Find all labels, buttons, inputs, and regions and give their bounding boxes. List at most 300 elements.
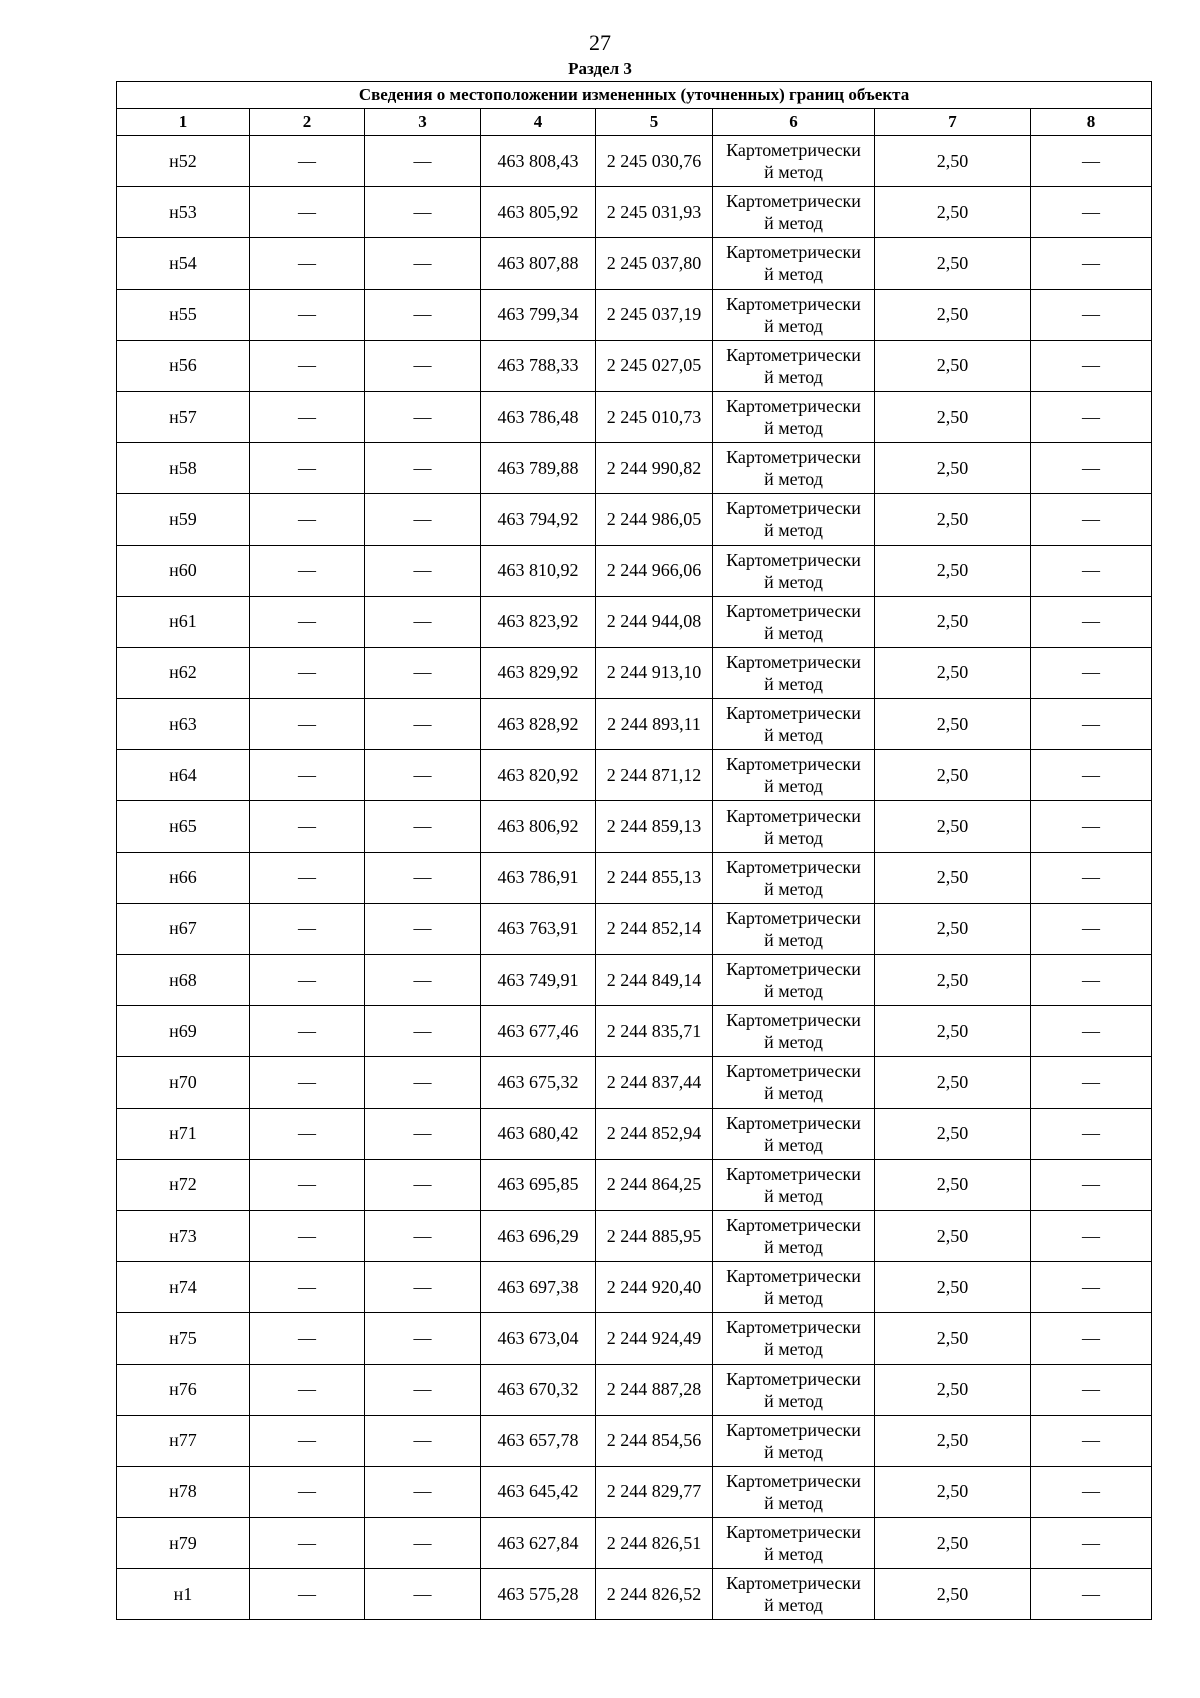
column-2-cell: — — [250, 1108, 365, 1159]
column-8-cell: — — [1031, 699, 1152, 750]
accuracy-cell: 2,50 — [875, 801, 1031, 852]
column-3-cell: — — [365, 955, 481, 1006]
method-cell — [713, 1262, 875, 1313]
column-8-cell: — — [1031, 1569, 1152, 1620]
y-coordinate-cell: 2 244 920,40 — [596, 1262, 713, 1313]
accuracy-cell: 2,50 — [875, 391, 1031, 442]
x-coordinate-cell: 463 696,29 — [481, 1210, 596, 1261]
method-line-2: й метод — [764, 1083, 823, 1104]
accuracy-cell: 2,50 — [875, 494, 1031, 545]
column-3-cell: — — [365, 1569, 481, 1620]
method-cell — [713, 340, 875, 391]
method-line-1: Картометрически — [726, 447, 861, 468]
column-3-cell: — — [365, 340, 481, 391]
column-3-cell: — — [365, 596, 481, 647]
column-2-cell: — — [250, 903, 365, 954]
column-2-cell: — — [250, 1006, 365, 1057]
column-number-7: 7 — [875, 109, 1031, 136]
accuracy-cell: 2,50 — [875, 852, 1031, 903]
x-coordinate-cell: 463 794,92 — [481, 494, 596, 545]
method-line-1: Картометрически — [726, 1368, 861, 1389]
point-name-cell: н56 — [117, 340, 250, 391]
point-name-cell: н54 — [117, 238, 250, 289]
method-cell — [713, 1210, 875, 1261]
table-row — [117, 1415, 1152, 1466]
method-line-2: й метод — [764, 1492, 823, 1513]
y-coordinate-cell: 2 245 027,05 — [596, 340, 713, 391]
column-2-cell: — — [250, 1364, 365, 1415]
point-name-cell: н63 — [117, 699, 250, 750]
x-coordinate-cell: 463 786,48 — [481, 391, 596, 442]
table-row — [117, 1518, 1152, 1569]
column-number-2: 2 — [250, 109, 365, 136]
method-line-2: й метод — [764, 213, 823, 234]
column-8-cell: — — [1031, 1108, 1152, 1159]
column-3-cell: — — [365, 1057, 481, 1108]
table-row — [117, 1159, 1152, 1210]
column-2-cell: — — [250, 750, 365, 801]
method-line-1: Картометрически — [726, 1470, 861, 1491]
column-3-cell: — — [365, 903, 481, 954]
accuracy-cell: 2,50 — [875, 1313, 1031, 1364]
column-2-cell: — — [250, 1313, 365, 1364]
point-name-cell: н74 — [117, 1262, 250, 1313]
column-3-cell: — — [365, 443, 481, 494]
column-8-cell: — — [1031, 647, 1152, 698]
x-coordinate-cell: 463 749,91 — [481, 955, 596, 1006]
column-3-cell: — — [365, 1313, 481, 1364]
method-line-1: Картометрически — [726, 1522, 861, 1543]
column-8-cell: — — [1031, 545, 1152, 596]
point-name-cell: н52 — [117, 136, 250, 187]
table-row — [117, 647, 1152, 698]
column-2-cell: — — [250, 596, 365, 647]
method-line-2: й метод — [764, 1441, 823, 1462]
method-line-1: Картометрически — [726, 140, 861, 161]
accuracy-cell: 2,50 — [875, 1210, 1031, 1261]
table-row — [117, 1006, 1152, 1057]
column-3-cell: — — [365, 136, 481, 187]
method-line-1: Картометрически — [726, 344, 861, 365]
column-2-cell: — — [250, 238, 365, 289]
y-coordinate-cell: 2 244 859,13 — [596, 801, 713, 852]
point-name-cell: н66 — [117, 852, 250, 903]
y-coordinate-cell: 2 244 924,49 — [596, 1313, 713, 1364]
method-line-1: Картометрически — [726, 856, 861, 877]
table-row — [117, 238, 1152, 289]
point-name-cell: н61 — [117, 596, 250, 647]
column-8-cell: — — [1031, 1057, 1152, 1108]
y-coordinate-cell: 2 244 913,10 — [596, 647, 713, 698]
x-coordinate-cell: 463 763,91 — [481, 903, 596, 954]
table-row — [117, 699, 1152, 750]
column-2-cell: — — [250, 801, 365, 852]
column-3-cell: — — [365, 647, 481, 698]
method-line-1: Картометрически — [726, 1419, 861, 1440]
method-line-1: Картометрически — [726, 907, 861, 928]
x-coordinate-cell: 463 697,38 — [481, 1262, 596, 1313]
x-coordinate-cell: 463 828,92 — [481, 699, 596, 750]
x-coordinate-cell: 463 806,92 — [481, 801, 596, 852]
method-line-2: й метод — [764, 981, 823, 1002]
page-number: 27 — [589, 30, 611, 55]
y-coordinate-cell: 2 244 826,52 — [596, 1569, 713, 1620]
column-2-cell: — — [250, 852, 365, 903]
column-8-cell: — — [1031, 1466, 1152, 1517]
accuracy-cell: 2,50 — [875, 1569, 1031, 1620]
accuracy-cell: 2,50 — [875, 699, 1031, 750]
table-row — [117, 1210, 1152, 1261]
x-coordinate-cell: 463 810,92 — [481, 545, 596, 596]
column-2-cell: — — [250, 1518, 365, 1569]
column-8-cell: — — [1031, 1159, 1152, 1210]
column-number-6: 6 — [713, 109, 875, 136]
column-2-cell: — — [250, 955, 365, 1006]
method-line-1: Картометрически — [726, 1061, 861, 1082]
accuracy-cell: 2,50 — [875, 647, 1031, 698]
column-3-cell: — — [365, 1159, 481, 1210]
accuracy-cell: 2,50 — [875, 1262, 1031, 1313]
column-8-cell: — — [1031, 1518, 1152, 1569]
method-line-2: й метод — [764, 929, 823, 950]
column-8-cell: — — [1031, 1006, 1152, 1057]
column-8-cell: — — [1031, 443, 1152, 494]
method-line-1: Картометрически — [726, 242, 861, 263]
column-3-cell: — — [365, 1364, 481, 1415]
table-row — [117, 750, 1152, 801]
method-line-1: Картометрически — [726, 191, 861, 212]
accuracy-cell: 2,50 — [875, 1466, 1031, 1517]
table-row — [117, 443, 1152, 494]
column-8-cell: — — [1031, 955, 1152, 1006]
x-coordinate-cell: 463 645,42 — [481, 1466, 596, 1517]
method-cell — [713, 289, 875, 340]
column-2-cell: — — [250, 699, 365, 750]
column-2-cell: — — [250, 1159, 365, 1210]
table-row — [117, 494, 1152, 545]
point-name-cell: н75 — [117, 1313, 250, 1364]
point-name-cell: н77 — [117, 1415, 250, 1466]
table-row — [117, 391, 1152, 442]
x-coordinate-cell: 463 807,88 — [481, 238, 596, 289]
accuracy-cell: 2,50 — [875, 955, 1031, 1006]
method-cell — [713, 1569, 875, 1620]
method-cell — [713, 596, 875, 647]
method-line-2: й метод — [764, 878, 823, 899]
x-coordinate-cell: 463 786,91 — [481, 852, 596, 903]
y-coordinate-cell: 2 244 887,28 — [596, 1364, 713, 1415]
point-name-cell: н1 — [117, 1569, 250, 1620]
method-line-1: Картометрически — [726, 1215, 861, 1236]
column-3-cell: — — [365, 187, 481, 238]
column-3-cell: — — [365, 852, 481, 903]
y-coordinate-cell: 2 244 826,51 — [596, 1518, 713, 1569]
x-coordinate-cell: 463 788,33 — [481, 340, 596, 391]
accuracy-cell: 2,50 — [875, 545, 1031, 596]
x-coordinate-cell: 463 675,32 — [481, 1057, 596, 1108]
y-coordinate-cell: 2 244 864,25 — [596, 1159, 713, 1210]
method-cell — [713, 187, 875, 238]
method-cell — [713, 903, 875, 954]
column-3-cell: — — [365, 1466, 481, 1517]
method-line-2: й метод — [764, 673, 823, 694]
method-cell — [713, 1108, 875, 1159]
method-line-2: й метод — [764, 469, 823, 490]
accuracy-cell: 2,50 — [875, 1415, 1031, 1466]
method-line-2: й метод — [764, 418, 823, 439]
column-8-cell: — — [1031, 391, 1152, 442]
table-title: Сведения о местоположении измененных (уточненных) границ объекта — [117, 82, 1152, 109]
method-line-2: й метод — [764, 725, 823, 746]
y-coordinate-cell: 2 244 849,14 — [596, 955, 713, 1006]
column-3-cell: — — [365, 1262, 481, 1313]
accuracy-cell: 2,50 — [875, 1108, 1031, 1159]
y-coordinate-cell: 2 245 031,93 — [596, 187, 713, 238]
accuracy-cell: 2,50 — [875, 1159, 1031, 1210]
y-coordinate-cell: 2 244 944,08 — [596, 596, 713, 647]
y-coordinate-cell: 2 245 010,73 — [596, 391, 713, 442]
table-row — [117, 596, 1152, 647]
section-title: Раздел 3 — [568, 59, 632, 78]
method-cell — [713, 238, 875, 289]
accuracy-cell: 2,50 — [875, 340, 1031, 391]
method-line-2: й метод — [764, 366, 823, 387]
y-coordinate-cell: 2 244 871,12 — [596, 750, 713, 801]
method-line-2: й метод — [764, 520, 823, 541]
x-coordinate-cell: 463 823,92 — [481, 596, 596, 647]
point-name-cell: н78 — [117, 1466, 250, 1517]
column-8-cell: — — [1031, 238, 1152, 289]
table-row — [117, 545, 1152, 596]
y-coordinate-cell: 2 245 030,76 — [596, 136, 713, 187]
column-8-cell: — — [1031, 903, 1152, 954]
point-name-cell: н60 — [117, 545, 250, 596]
method-line-2: й метод — [764, 1237, 823, 1258]
column-2-cell: — — [250, 187, 365, 238]
method-line-1: Картометрически — [726, 498, 861, 519]
method-line-2: й метод — [764, 1032, 823, 1053]
method-cell — [713, 1415, 875, 1466]
accuracy-cell: 2,50 — [875, 238, 1031, 289]
accuracy-cell: 2,50 — [875, 289, 1031, 340]
table-row — [117, 1364, 1152, 1415]
column-3-cell: — — [365, 1108, 481, 1159]
accuracy-cell: 2,50 — [875, 1364, 1031, 1415]
column-3-cell: — — [365, 391, 481, 442]
column-8-cell: — — [1031, 1415, 1152, 1466]
x-coordinate-cell: 463 808,43 — [481, 136, 596, 187]
method-cell — [713, 750, 875, 801]
method-cell — [713, 955, 875, 1006]
y-coordinate-cell: 2 244 852,14 — [596, 903, 713, 954]
method-line-2: й метод — [764, 1390, 823, 1411]
method-line-2: й метод — [764, 1288, 823, 1309]
column-2-cell: — — [250, 1466, 365, 1517]
table-row — [117, 289, 1152, 340]
method-cell — [713, 136, 875, 187]
y-coordinate-cell: 2 244 854,56 — [596, 1415, 713, 1466]
method-cell — [713, 1364, 875, 1415]
method-cell — [713, 699, 875, 750]
column-3-cell: — — [365, 1006, 481, 1057]
table-row — [117, 1262, 1152, 1313]
column-2-cell: — — [250, 289, 365, 340]
method-line-1: Картометрически — [726, 959, 861, 980]
column-number-5: 5 — [596, 109, 713, 136]
x-coordinate-cell: 463 799,34 — [481, 289, 596, 340]
method-line-2: й метод — [764, 827, 823, 848]
y-coordinate-cell: 2 244 829,77 — [596, 1466, 713, 1517]
method-line-1: Картометрически — [726, 1010, 861, 1031]
point-name-cell: н57 — [117, 391, 250, 442]
table-row — [117, 1466, 1152, 1517]
method-line-2: й метод — [764, 622, 823, 643]
column-2-cell: — — [250, 391, 365, 442]
method-line-2: й метод — [764, 264, 823, 285]
method-line-2: й метод — [764, 1185, 823, 1206]
point-name-cell: н59 — [117, 494, 250, 545]
y-coordinate-cell: 2 244 852,94 — [596, 1108, 713, 1159]
method-line-2: й метод — [764, 1595, 823, 1616]
y-coordinate-cell: 2 244 855,13 — [596, 852, 713, 903]
method-cell — [713, 647, 875, 698]
column-number-3: 3 — [365, 109, 481, 136]
column-number-4: 4 — [481, 109, 596, 136]
method-cell — [713, 1518, 875, 1569]
method-line-1: Картометрически — [726, 651, 861, 672]
point-name-cell: н64 — [117, 750, 250, 801]
x-coordinate-cell: 463 805,92 — [481, 187, 596, 238]
method-line-1: Картометрически — [726, 703, 861, 724]
method-line-1: Картометрически — [726, 1112, 861, 1133]
x-coordinate-cell: 463 657,78 — [481, 1415, 596, 1466]
y-coordinate-cell: 2 244 893,11 — [596, 699, 713, 750]
column-8-cell: — — [1031, 1262, 1152, 1313]
column-2-cell: — — [250, 1415, 365, 1466]
column-3-cell: — — [365, 545, 481, 596]
method-line-1: Картометрически — [726, 600, 861, 621]
accuracy-cell: 2,50 — [875, 1518, 1031, 1569]
method-line-2: й метод — [764, 1339, 823, 1360]
y-coordinate-cell: 2 245 037,19 — [596, 289, 713, 340]
table-row — [117, 801, 1152, 852]
column-8-cell: — — [1031, 1364, 1152, 1415]
method-line-1: Картометрически — [726, 1573, 861, 1594]
column-8-cell: — — [1031, 187, 1152, 238]
accuracy-cell: 2,50 — [875, 136, 1031, 187]
method-line-1: Картометрически — [726, 293, 861, 314]
column-8-cell: — — [1031, 750, 1152, 801]
point-name-cell: н76 — [117, 1364, 250, 1415]
method-line-2: й метод — [764, 776, 823, 797]
column-8-cell: — — [1031, 801, 1152, 852]
column-3-cell: — — [365, 289, 481, 340]
column-2-cell: — — [250, 1569, 365, 1620]
x-coordinate-cell: 463 680,42 — [481, 1108, 596, 1159]
accuracy-cell: 2,50 — [875, 443, 1031, 494]
point-name-cell: н79 — [117, 1518, 250, 1569]
accuracy-cell: 2,50 — [875, 187, 1031, 238]
method-cell — [713, 391, 875, 442]
method-line-1: Картометрически — [726, 1266, 861, 1287]
y-coordinate-cell: 2 244 986,05 — [596, 494, 713, 545]
column-number-1: 1 — [117, 109, 250, 136]
column-8-cell: — — [1031, 1210, 1152, 1261]
table-row — [117, 1313, 1152, 1364]
column-2-cell: — — [250, 1057, 365, 1108]
method-cell — [713, 801, 875, 852]
x-coordinate-cell: 463 695,85 — [481, 1159, 596, 1210]
table-row — [117, 187, 1152, 238]
x-coordinate-cell: 463 627,84 — [481, 1518, 596, 1569]
boundary-coordinates-table — [116, 81, 1152, 1620]
column-3-cell: — — [365, 1415, 481, 1466]
column-3-cell: — — [365, 750, 481, 801]
column-2-cell: — — [250, 340, 365, 391]
table-row — [117, 1108, 1152, 1159]
point-name-cell: н68 — [117, 955, 250, 1006]
y-coordinate-cell: 2 244 990,82 — [596, 443, 713, 494]
column-2-cell: — — [250, 443, 365, 494]
point-name-cell: н58 — [117, 443, 250, 494]
y-coordinate-cell: 2 244 885,95 — [596, 1210, 713, 1261]
column-3-cell: — — [365, 494, 481, 545]
method-line-2: й метод — [764, 1134, 823, 1155]
table-row — [117, 1057, 1152, 1108]
table-row — [117, 1569, 1152, 1620]
x-coordinate-cell: 463 575,28 — [481, 1569, 596, 1620]
column-2-cell: — — [250, 494, 365, 545]
x-coordinate-cell: 463 789,88 — [481, 443, 596, 494]
table-row — [117, 903, 1152, 954]
method-line-1: Картометрически — [726, 1317, 861, 1338]
method-line-1: Картометрически — [726, 805, 861, 826]
point-name-cell: н69 — [117, 1006, 250, 1057]
table-row — [117, 852, 1152, 903]
column-3-cell: — — [365, 699, 481, 750]
method-cell — [713, 1159, 875, 1210]
column-8-cell: — — [1031, 1313, 1152, 1364]
column-3-cell: — — [365, 238, 481, 289]
column-2-cell: — — [250, 545, 365, 596]
method-line-1: Картометрически — [726, 754, 861, 775]
column-8-cell: — — [1031, 289, 1152, 340]
method-cell — [713, 545, 875, 596]
column-8-cell: — — [1031, 340, 1152, 391]
point-name-cell: н65 — [117, 801, 250, 852]
accuracy-cell: 2,50 — [875, 903, 1031, 954]
column-3-cell: — — [365, 1210, 481, 1261]
column-2-cell: — — [250, 1210, 365, 1261]
point-name-cell: н70 — [117, 1057, 250, 1108]
point-name-cell: н71 — [117, 1108, 250, 1159]
y-coordinate-cell: 2 245 037,80 — [596, 238, 713, 289]
table-row — [117, 136, 1152, 187]
column-3-cell: — — [365, 801, 481, 852]
point-name-cell: н67 — [117, 903, 250, 954]
method-line-2: й метод — [764, 1544, 823, 1565]
column-8-cell: — — [1031, 852, 1152, 903]
method-cell — [713, 494, 875, 545]
x-coordinate-cell: 463 670,32 — [481, 1364, 596, 1415]
column-2-cell: — — [250, 136, 365, 187]
method-line-1: Картометрически — [726, 1163, 861, 1184]
x-coordinate-cell: 463 673,04 — [481, 1313, 596, 1364]
column-8-cell: — — [1031, 596, 1152, 647]
method-cell — [713, 852, 875, 903]
method-cell — [713, 1466, 875, 1517]
method-cell — [713, 443, 875, 494]
